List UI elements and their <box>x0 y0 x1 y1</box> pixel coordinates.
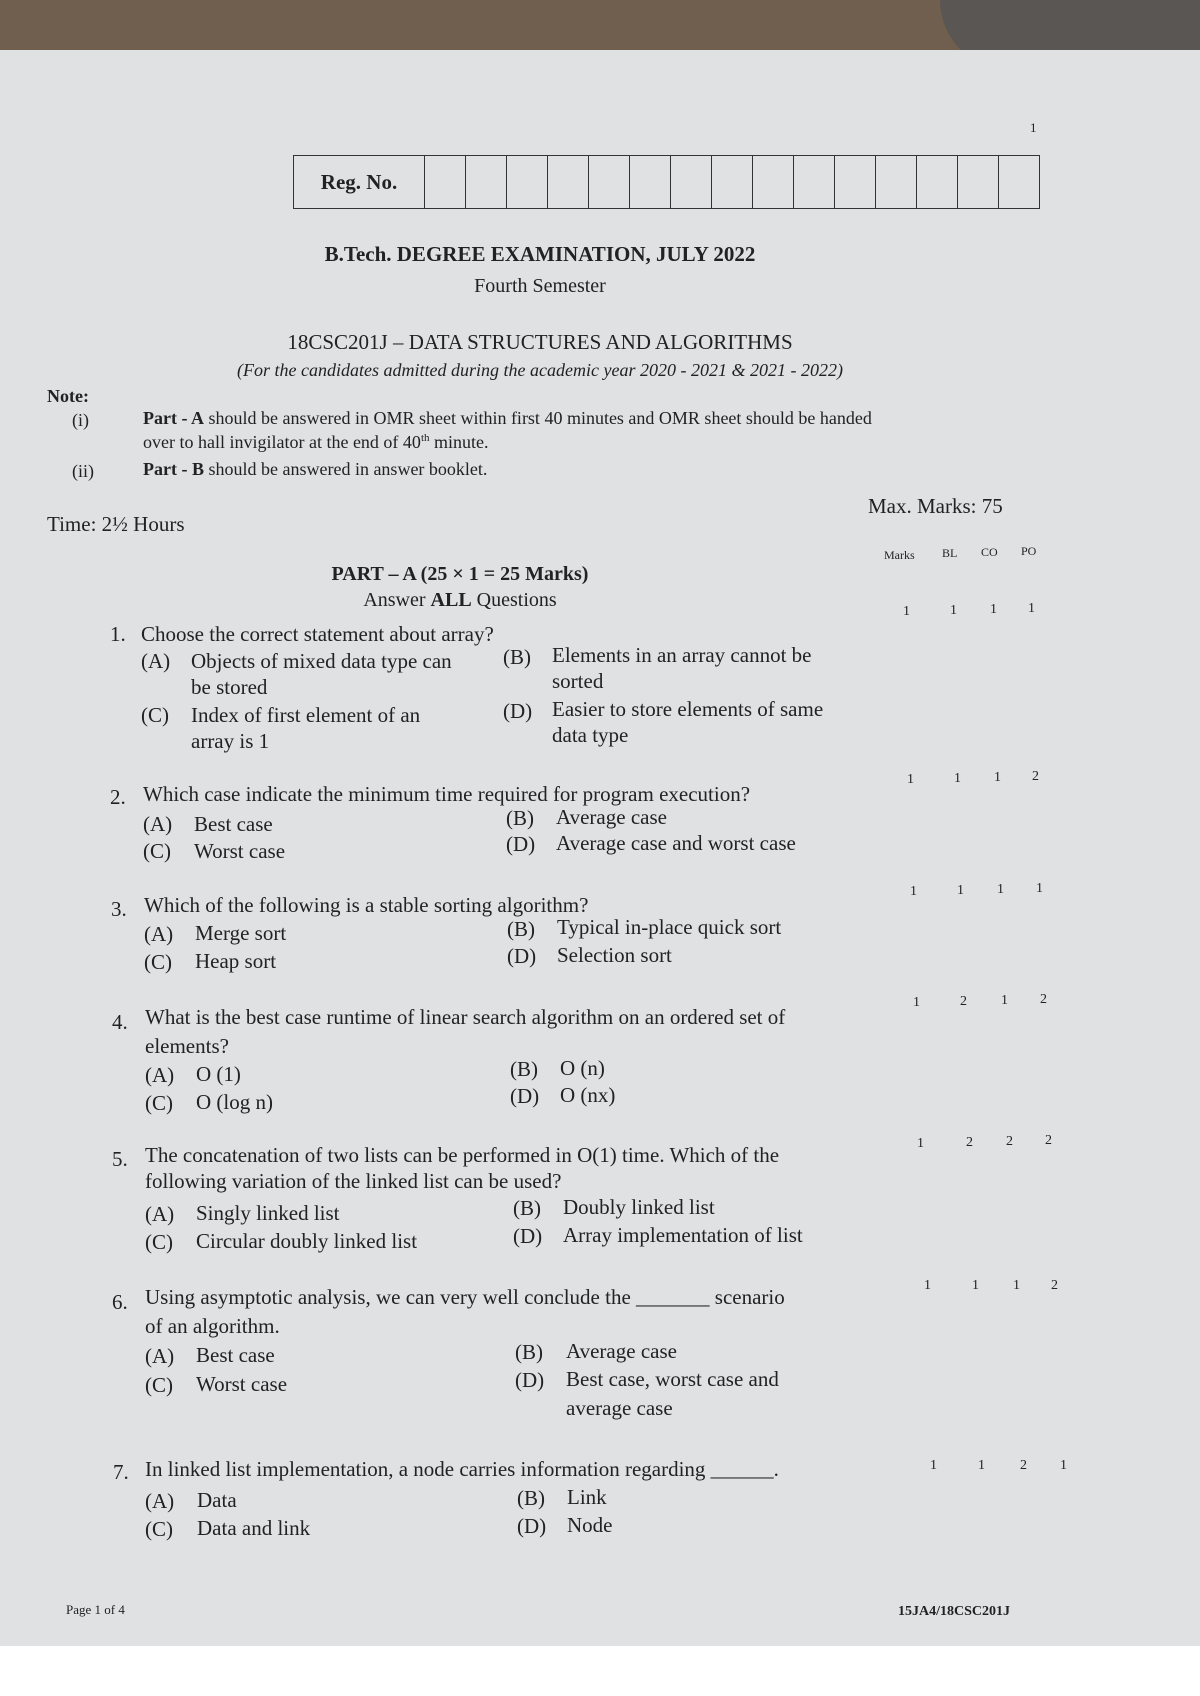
reg-cell[interactable] <box>425 156 466 208</box>
reg-cell[interactable] <box>958 156 999 208</box>
option-text: Selection sort <box>557 943 672 967</box>
option-label: (C) <box>144 950 172 974</box>
corner-mark: 1 <box>1030 120 1037 135</box>
instruction-text: Questions <box>471 589 557 611</box>
meta-co: 1 <box>1013 1278 1020 1293</box>
option-text: Average case and worst case <box>556 831 796 855</box>
option-text: Best case <box>194 812 273 836</box>
reg-cell[interactable] <box>876 156 917 208</box>
meta-po: 2 <box>1040 992 1047 1007</box>
question-number: 6. <box>112 1290 128 1314</box>
option-label: (D) <box>503 699 533 723</box>
question-number: 2. <box>110 785 126 809</box>
meta-bl: 1 <box>978 1458 985 1473</box>
paper-code: 15JA4/18CSC201J <box>898 1604 1011 1619</box>
option-text: Doubly linked list <box>563 1195 715 1219</box>
question-number: 7. <box>113 1460 129 1484</box>
note-text: over to hall invigilator at the end of 40 <box>143 432 421 452</box>
option-text: Singly linked list <box>196 1201 340 1225</box>
reg-cell[interactable] <box>548 156 589 208</box>
meta-co: 1 <box>994 770 1001 785</box>
part-instruction <box>260 589 660 612</box>
option-text: Worst case <box>196 1372 288 1396</box>
option-label: (C) <box>145 1091 173 1115</box>
page-margin <box>0 1646 1200 1696</box>
option-text: Average case <box>566 1339 677 1363</box>
meta-co: 1 <box>997 882 1004 897</box>
option-label: (C) <box>145 1373 173 1397</box>
meta-bl: 1 <box>972 1278 979 1293</box>
option-label: (C) <box>145 1230 173 1254</box>
question-text: Choose the correct statement about array? <box>141 622 494 646</box>
meta-marks: 1 <box>917 1136 924 1151</box>
question-text: following variation of the linked list can be used? <box>145 1169 562 1193</box>
option-text: Link <box>567 1485 607 1509</box>
question-text: Using asymptotic analysis, we can very well conclude the _______ scenario <box>145 1285 785 1309</box>
option-label: (A) <box>145 1202 175 1226</box>
meta-marks: 1 <box>913 995 920 1010</box>
option-label: (B) <box>517 1486 545 1510</box>
option-text: Circular doubly linked list <box>196 1229 418 1253</box>
option-label: (B) <box>513 1196 541 1220</box>
semester: Fourth Semester <box>474 275 606 297</box>
note-text: minute. <box>429 432 489 452</box>
question-text: Which of the following is a stable sorting algorithm? <box>144 893 589 917</box>
reg-cell[interactable] <box>466 156 507 208</box>
option-label: (A) <box>145 1063 175 1087</box>
option-text: array is 1 <box>191 729 270 753</box>
part-title: PART – A (25 × 1 = 25 Marks) <box>331 563 589 585</box>
page-number: Page 1 of 4 <box>66 1602 125 1617</box>
option-label: (C) <box>145 1517 173 1541</box>
option-text: O (1) <box>196 1062 241 1086</box>
reg-no-box <box>293 155 1040 209</box>
option-text: Best case <box>196 1343 275 1367</box>
question-number: 5. <box>112 1147 128 1171</box>
note-bold: Part - A <box>143 408 204 428</box>
meta-bl: 2 <box>966 1135 973 1150</box>
option-label: (D) <box>515 1368 545 1392</box>
question-text: of an algorithm. <box>145 1314 280 1338</box>
meta-marks: 1 <box>930 1458 937 1473</box>
meta-po: 1 <box>1036 881 1043 896</box>
option-label: (B) <box>515 1340 543 1364</box>
option-text: Heap sort <box>195 949 277 973</box>
option-text: Merge sort <box>195 921 287 945</box>
option-label: (A) <box>141 649 171 673</box>
time-allowed: Time: 2½ Hours <box>47 512 185 536</box>
note-num: (ii) <box>72 461 94 481</box>
question-text: Which case indicate the minimum time required for program execution? <box>143 782 751 806</box>
meta-po: 1 <box>1060 1458 1067 1473</box>
question-text: What is the best case runtime of linear search algorithm on an ordered set of <box>145 1005 786 1029</box>
meta-co: 2 <box>1020 1458 1027 1473</box>
meta-header-co: CO <box>981 545 998 559</box>
meta-bl: 1 <box>950 603 957 618</box>
note-item <box>143 408 872 429</box>
question-text: In linked list implementation, a node carries information regarding ______. <box>145 1457 779 1481</box>
reg-cell[interactable] <box>753 156 794 208</box>
option-text: O (n) <box>560 1056 605 1080</box>
option-text: Data and link <box>197 1516 311 1540</box>
option-label: (D) <box>507 944 537 968</box>
option-text: Worst case <box>194 839 286 863</box>
option-label: (D) <box>510 1084 540 1108</box>
option-label: (B) <box>503 645 531 669</box>
meta-po: 2 <box>1045 1133 1052 1148</box>
meta-bl: 1 <box>954 771 961 786</box>
meta-po: 2 <box>1032 769 1039 784</box>
question-text: The concatenation of two lists can be performed in O(1) time. Which of the <box>145 1143 780 1167</box>
option-text: be stored <box>191 675 268 699</box>
note-bold: Part - B <box>143 459 204 479</box>
option-label: (A) <box>143 812 173 836</box>
reg-cell[interactable] <box>835 156 876 208</box>
option-label: (B) <box>510 1057 538 1081</box>
meta-po: 2 <box>1051 1278 1058 1293</box>
reg-cell[interactable] <box>589 156 630 208</box>
candidates-note: (For the candidates admitted during the academic year 2020 - 2021 & 2021 - 2022) <box>237 360 843 380</box>
meta-marks: 1 <box>910 884 917 899</box>
question-text: elements? <box>145 1034 229 1058</box>
option-label: (D) <box>513 1224 543 1248</box>
note-text: should be answered in answer booklet. <box>203 459 488 479</box>
option-text: Average case <box>556 805 667 829</box>
meta-header-bl: BL <box>942 546 958 560</box>
option-text: Elements in an array cannot be <box>552 643 812 667</box>
meta-marks: 1 <box>924 1278 931 1293</box>
option-text: Array implementation of list <box>563 1223 803 1247</box>
note-label: Note: <box>47 386 89 406</box>
option-label: (D) <box>517 1514 547 1538</box>
note-sup: th <box>420 432 430 444</box>
option-text: data type <box>552 723 629 747</box>
max-marks: Max. Marks: 75 <box>868 494 1003 518</box>
instruction-text: Answer <box>363 589 431 611</box>
option-text: O (nx) <box>560 1083 616 1107</box>
option-label: (B) <box>507 917 535 941</box>
option-text: Node <box>567 1513 613 1537</box>
option-label: (A) <box>145 1489 175 1513</box>
reg-no-label: Reg. No. <box>294 156 425 208</box>
option-text: sorted <box>552 669 604 693</box>
reg-cell[interactable] <box>794 156 835 208</box>
option-text: Best case, worst case and <box>566 1367 779 1391</box>
question-number: 3. <box>111 897 127 921</box>
course-title: 18CSC201J – DATA STRUCTURES AND ALGORITHMS <box>287 330 793 354</box>
question-number: 4. <box>112 1010 128 1034</box>
option-text: Index of first element of an <box>191 703 421 727</box>
reg-cell[interactable] <box>917 156 958 208</box>
option-label: (A) <box>144 922 174 946</box>
meta-marks: 1 <box>907 772 914 787</box>
reg-cell[interactable] <box>999 156 1039 208</box>
option-label: (C) <box>141 703 169 727</box>
option-text: O (log n) <box>196 1090 273 1114</box>
reg-cell[interactable] <box>712 156 753 208</box>
option-text: Typical in-place quick sort <box>557 915 782 939</box>
meta-header-marks: Marks <box>884 548 915 562</box>
option-label: (C) <box>143 839 171 863</box>
meta-header-po: PO <box>1021 544 1037 558</box>
reg-cell[interactable] <box>630 156 671 208</box>
option-text: Easier to store elements of same <box>552 697 824 721</box>
meta-bl: 2 <box>960 994 967 1009</box>
option-text: Data <box>197 1488 237 1512</box>
meta-bl: 1 <box>957 883 964 898</box>
note-num: (i) <box>72 410 89 430</box>
option-label: (B) <box>506 806 534 830</box>
option-text: average case <box>566 1396 673 1420</box>
note-text: should be answered in OMR sheet within first 40 minutes and OMR sheet should be handed <box>203 408 872 428</box>
note-item <box>143 459 487 480</box>
note-item-cont <box>143 432 489 453</box>
option-text: Objects of mixed data type can <box>191 649 452 673</box>
option-label: (D) <box>506 832 536 856</box>
reg-cell[interactable] <box>671 156 712 208</box>
option-label: (A) <box>145 1344 175 1368</box>
meta-marks: 1 <box>903 604 910 619</box>
meta-po: 1 <box>1028 601 1035 616</box>
meta-co: 1 <box>1001 993 1008 1008</box>
instruction-bold: ALL <box>430 589 472 611</box>
meta-co: 2 <box>1006 1134 1013 1149</box>
question-number: 1. <box>110 622 126 646</box>
reg-cell[interactable] <box>507 156 548 208</box>
exam-title: B.Tech. DEGREE EXAMINATION, JULY 2022 <box>324 242 756 266</box>
meta-co: 1 <box>990 602 997 617</box>
